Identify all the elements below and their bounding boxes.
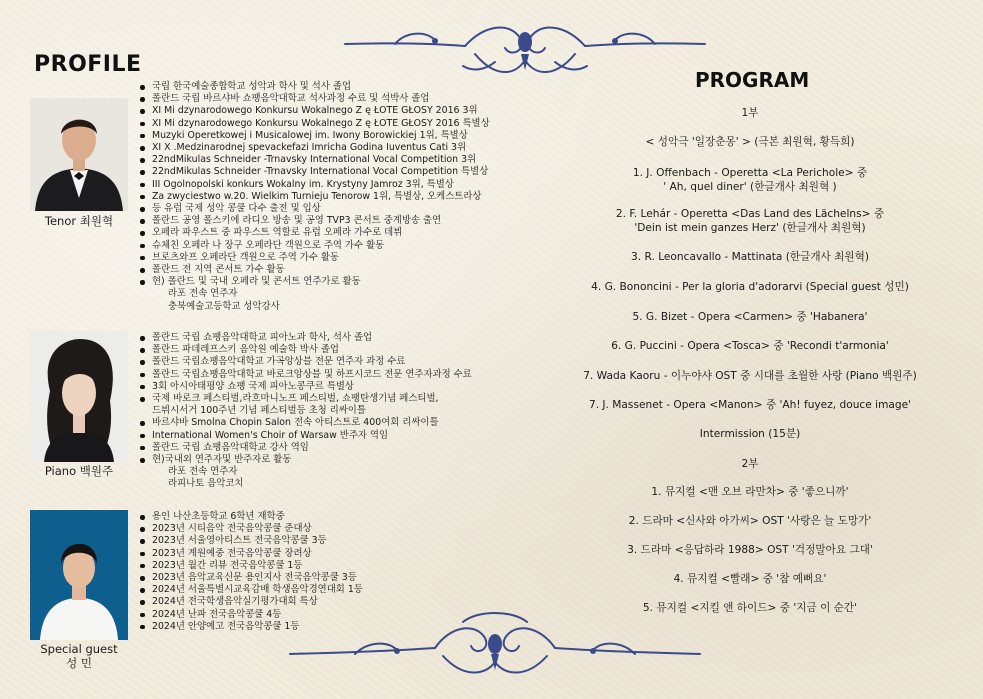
program-item bbox=[545, 398, 955, 412]
program-item bbox=[545, 601, 955, 615]
bio-item: 2024년 전국학생음악실기평가대회 특상 bbox=[138, 596, 363, 608]
bio-item: XI Mi dzynarodowego Konkursu Wokalnego Z ę ŁOTE GŁOSY 2016 3위 bbox=[138, 105, 490, 117]
program-line: 'Dein ist mein ganzes Herz' (한글개사 최원혁) bbox=[634, 222, 866, 234]
bio-item: 폴란드 국립 쇼팽음악대학교 강사 역임 bbox=[138, 442, 472, 454]
bio-item: 3회 아시아태평양 쇼팽 국제 피아노콩쿠르 특별상 bbox=[138, 381, 472, 393]
program-line: 4. 뮤지컬 <빨래> 중 '참 예뻐요' bbox=[673, 573, 827, 585]
pianist-bio-list bbox=[138, 332, 472, 491]
bio-item: 브로츠와프 오페라단 객원으로 주역 가수 활동 bbox=[138, 252, 490, 264]
program-line: 3. 드라마 <응답하라 1988> OST '걱정말아요 그대' bbox=[627, 544, 873, 556]
program-item bbox=[545, 310, 955, 324]
program-item bbox=[545, 457, 955, 471]
guest-caption bbox=[24, 642, 134, 670]
program-item bbox=[545, 514, 955, 528]
bio-item: 2023년 서울영아티스트 전국음악콩쿨 3등 bbox=[138, 535, 363, 547]
bio-item: 2024년 서울특별시교육감배 학생음악경연대회 1등 bbox=[138, 584, 363, 596]
guest-caption-name: 성 민 bbox=[66, 656, 92, 670]
bio-item: International Women's Choir of Warsaw 반주자 역임 bbox=[138, 430, 472, 442]
bio-item: 폴란드 국립 바르샤바 쇼팽음악대학교 석사과정 수료 및 석박사 졸업 bbox=[138, 93, 490, 105]
program-item bbox=[545, 369, 955, 383]
bio-item: 라포 전속 연주자 bbox=[168, 466, 238, 478]
program-line: 7. Wada Kaoru - 이누야샤 OST 중 시대를 초월한 사랑 (Piano 백원주) bbox=[583, 370, 917, 382]
bio-item: 22ndMikulas Schneider -Trnavsky International Vocal Competition 특별상 bbox=[138, 166, 490, 178]
bio-item: 폴란드 국립쇼팽음악대학교 가곡앙상블 전문 연주자 과정 수료 bbox=[138, 356, 472, 368]
program-item bbox=[545, 280, 955, 294]
tenor-photo bbox=[30, 98, 128, 211]
tenor-caption: Tenor 최원혁 bbox=[44, 214, 114, 228]
program-line: 5. 뮤지컬 <지킬 앤 하이드> 중 '지금 이 순간' bbox=[642, 602, 858, 614]
program-line: 1부 bbox=[741, 107, 759, 119]
bio-item: 국립 한국예술종합학교 성악과 학사 및 석사 졸업 bbox=[138, 81, 490, 93]
bio-item: 2023년 계원예중 전국음악콩쿨 장려상 bbox=[138, 548, 363, 560]
bio-item: 폴란드 파데레프스키 음악원 예술학 박사 졸업 bbox=[138, 344, 472, 356]
bio-item: 폴란드 국립 쇼팽음악대학교 피아노과 학사, 석사 졸업 bbox=[138, 332, 472, 344]
program-item bbox=[545, 485, 955, 499]
guest-caption-title: Special guest bbox=[40, 642, 118, 656]
pianist-photo bbox=[30, 331, 128, 462]
bio-item: 2024년 안양예고 전국음악콩쿨 1등 bbox=[138, 621, 363, 633]
bio-item: 2023년 월간 리뷰 전국음악콩쿨 1등 bbox=[138, 560, 363, 572]
bio-item: XI X .Medzinarodnej spevackefazi Imricha Godina Iuventus Cati 3위 bbox=[138, 142, 490, 154]
bio-item: XI Mi dzynarodowego Konkursu Wokalnego Z ę ŁOTE GŁOSY 2016 특별상 bbox=[138, 118, 490, 130]
bio-item: 22ndMikulas Schneider -Trnavsky International Vocal Competition 3위 bbox=[138, 154, 490, 166]
guest-photo bbox=[30, 510, 128, 640]
program-item bbox=[545, 339, 955, 353]
program-line: 4. G. Bononcini - Per la gloria d'adorarvi (Special guest 성민) bbox=[591, 281, 909, 293]
bio-item: 2024년 난파 전국음악콩쿨 4등 bbox=[138, 609, 363, 621]
program-line: Intermission (15분) bbox=[699, 428, 801, 440]
program-item bbox=[545, 572, 955, 586]
profile-heading: PROFILE bbox=[34, 52, 142, 77]
program-line: 1. 뮤지컬 <맨 오브 라만차> 중 '좋으니까' bbox=[651, 486, 849, 498]
program-item bbox=[545, 135, 955, 149]
bio-item: 2023년 시티음악 전국음악콩쿨 준대상 bbox=[138, 523, 363, 535]
bio-item: 현) 폴란드 및 국내 오페라 및 콘서트 연주가로 활동 bbox=[138, 276, 490, 288]
program-item bbox=[545, 543, 955, 557]
top-scroll-ornament bbox=[335, 14, 715, 84]
bio-item: 폴란드 전 지역 콘서트 가수 활동 bbox=[138, 264, 490, 276]
program-heading: PROGRAM bbox=[695, 68, 810, 92]
program-line: 6. G. Puccini - Opera <Tosca> 중 'Recondi t'armonia' bbox=[611, 340, 889, 352]
program-line: < 성악극 '일장춘몽' > (극본 최원혁, 황득희) bbox=[645, 136, 855, 148]
bio-item: 슈체친 오페라 나 장구 오페라단 객원으로 주역 가수 활동 bbox=[138, 240, 490, 252]
bio-item: Muzyki Operetkowej i Musicalowej im. Iwony Borowickiej 1위, 특별상 bbox=[138, 130, 490, 142]
program-line: ' Ah, quel diner' (한글개사 최원혁 ) bbox=[663, 181, 837, 193]
bio-item: 현)국내외 연주자및 반주자로 활동 bbox=[138, 454, 472, 466]
program-item bbox=[545, 106, 955, 120]
bio-item: 등 유럽 국제 성악 콩쿨 다수 출전 및 입상 bbox=[138, 203, 490, 215]
program-line: 1. J. Offenbach - Operetta <La Perichole> 중 bbox=[632, 167, 868, 179]
pianist-caption: Piano 백원주 bbox=[44, 464, 114, 478]
bio-item: 드뷔시서거 100주년 기념 페스티벌등 초청 리싸이틀 bbox=[152, 405, 366, 417]
program-line: 3. R. Leoncavallo - Mattinata (한글개사 최원혁) bbox=[631, 251, 869, 263]
bio-item: 라포 전속 연주자 bbox=[168, 288, 238, 300]
bio-item: 바르샤바 Smolna Chopin Salon 전속 아티스트로 400여회 리싸이틀 bbox=[138, 417, 472, 429]
bio-item: 충북예술고등학교 성악강사 bbox=[168, 300, 280, 312]
program-line: 5. G. Bizet - Opera <Carmen> 중 'Habanera' bbox=[632, 311, 868, 323]
bio-item: III Ogolnopolski konkurs Wokalny im. Krystyny Jamroz 3위, 특별상 bbox=[138, 179, 490, 191]
program-item bbox=[545, 427, 955, 441]
program-item bbox=[545, 207, 955, 235]
bio-item: 폴란드 국립쇼팽음악대학교 바로크앙상블 및 하프시코드 전문 연주자과정 수료 bbox=[138, 369, 472, 381]
program-line: 7. J. Massenet - Opera <Manon> 중 'Ah! fuyez, douce image' bbox=[588, 399, 912, 411]
program-item bbox=[545, 250, 955, 264]
program-line: 2. 드라마 <신사와 아가씨> OST '사랑은 늘 도망가' bbox=[628, 515, 872, 527]
bio-item: 오페라 파우스트 중 파우스트 역할로 유럽 오페라 가수로 데뷔 bbox=[138, 227, 490, 239]
program-line: 2부 bbox=[741, 458, 759, 470]
tenor-bio-list bbox=[138, 81, 490, 313]
program-line: 2. F. Lehár - Operetta <Das Land des Lächelns> 중 bbox=[615, 208, 885, 220]
bio-item: 라피나토 음악코치 bbox=[168, 478, 244, 490]
program-item bbox=[545, 166, 955, 194]
bio-item: 폴란드 공영 폴스키에 라디오 방송 및 공영 TVP3 콘서트 중계방송 출연 bbox=[138, 215, 490, 227]
bio-item: 2023년 음악교육신문 용인지사 전국음악콩쿨 3등 bbox=[138, 572, 363, 584]
bio-item: 국제 바로크 페스티벌,라흐마니노프 페스티벌, 쇼팽탄생기념 페스티벌, bbox=[138, 393, 472, 405]
bio-item: 용인 나산초등학교 6학년 재학중 bbox=[138, 511, 363, 523]
bio-item: Za zwyciestwo w.20. Wielkim Turnieju Tenorow 1위, 특별상, 오케스트라상 bbox=[138, 191, 490, 203]
guest-bio-list bbox=[138, 511, 363, 633]
